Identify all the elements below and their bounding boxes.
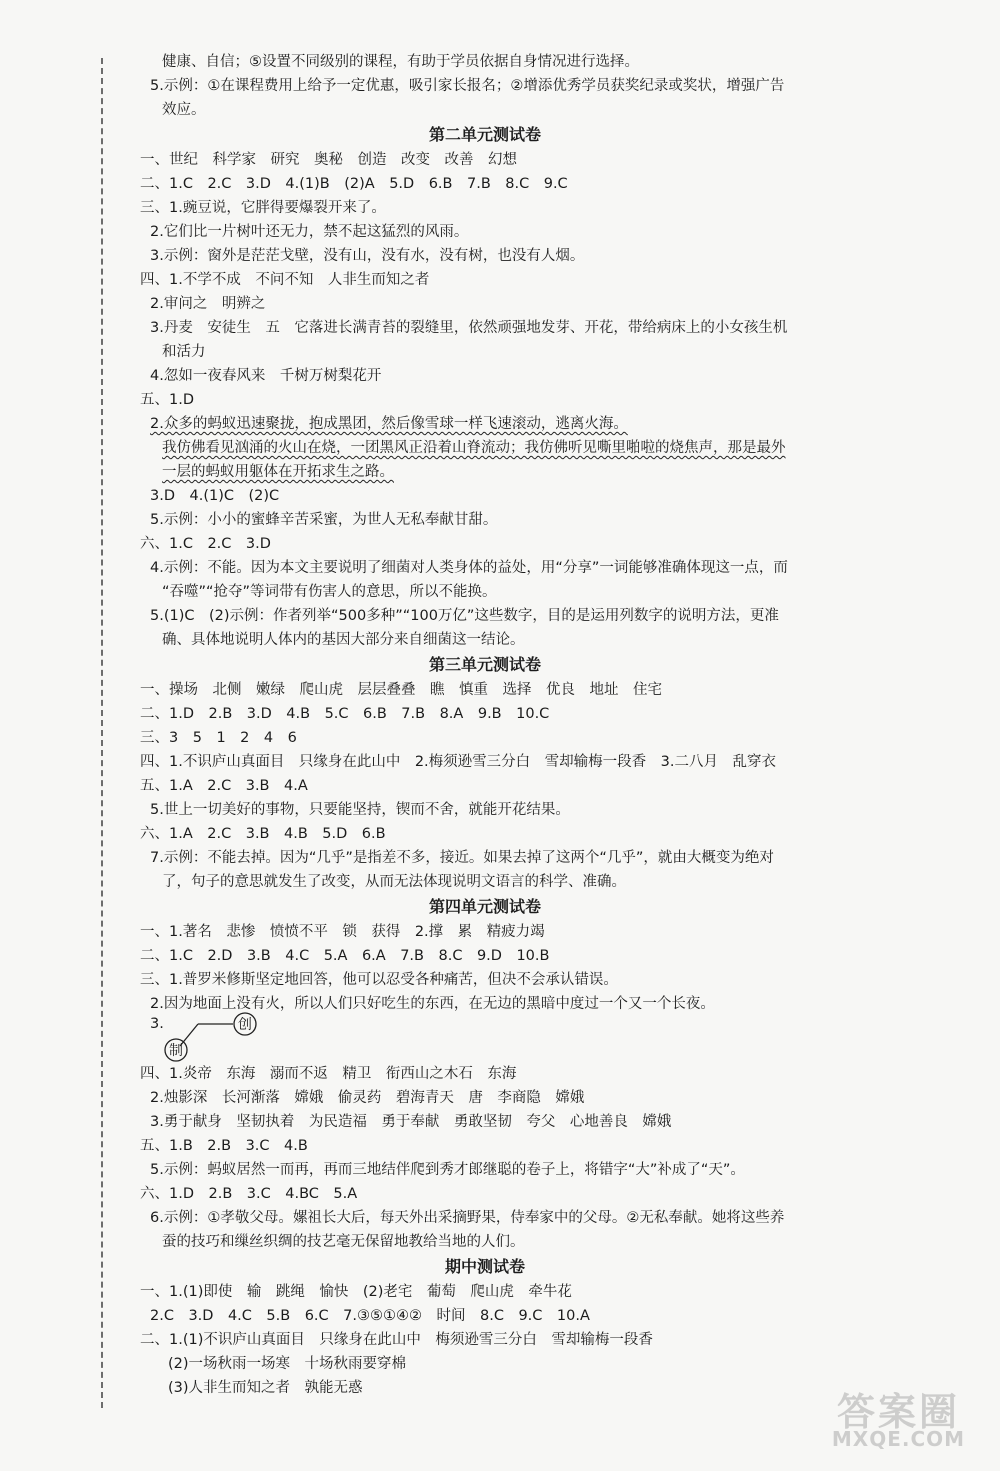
text-line: 7.示例：不能去掉。因为“几乎”是指差不多，接近。如果去掉了这两个“几乎”，就由大概变为绝对 <box>150 850 774 866</box>
text-line: 了，句子的意思就发生了改变，从而无法体现说明文语言的科学、准确。 <box>162 874 626 890</box>
text-line: 五、1.D <box>140 392 194 408</box>
wavy-underlined-text: 2.众多的蚂蚁迅速聚拢，抱成黑团，然后像雪球一样飞速滚动，逃离火海。 <box>150 416 628 432</box>
text-line: 一、操场 北侧 嫩绿 爬山虎 层层叠叠 瞧 慎重 选择 优良 地址 住宅 <box>140 682 662 698</box>
text-line: (2)一场秋雨一场寒 十场秋雨要穿棉 <box>168 1356 407 1372</box>
text-line: 2.审问之 明辨之 <box>150 296 266 312</box>
text-line <box>140 436 830 460</box>
unit3-title: 第三单元测试卷 <box>428 655 541 674</box>
midterm-title: 期中测试卷 <box>444 1257 525 1276</box>
diagram-number: 3. <box>150 1016 164 1032</box>
text-line: 3.D 4.(1)C (2)C <box>150 488 280 504</box>
text-line: 确、具体地说明人体内的基因大部分来自细菌这一结论。 <box>162 632 525 648</box>
text-line: 四、1.不识庐山真面目 只缘身在此山中 2.梅须逊雪三分白 雪却输梅一段香 3.二八月 乱穿衣 <box>140 754 776 770</box>
text-line: 三、1.普罗米修斯坚定地回答，他可以忍受各种痛苦，但决不会承认错误。 <box>140 972 618 988</box>
text-line: 一、1.(1)即使 输 跳绳 愉快 (2)老宅 葡萄 爬山虎 牵牛花 <box>140 1284 572 1300</box>
text-line: 二、1.D 2.B 3.D 4.B 5.C 6.B 7.B 8.A 9.B 10.C <box>140 706 550 722</box>
text-line: 六、1.D 2.B 3.C 4.BC 5.A <box>140 1186 358 1202</box>
text-line: 五、1.B 2.B 3.C 4.B <box>140 1138 308 1154</box>
text-line: 3.示例：窗外是茫茫戈壁，没有山，没有水，没有树，也没有人烟。 <box>150 248 585 264</box>
word-diagram <box>140 1016 830 1062</box>
text-line: 3.勇于献身 坚韧执着 为民造福 勇于奉献 勇敢坚韧 夸父 心地善良 嫦娥 <box>150 1114 672 1130</box>
unit2-title: 第二单元测试卷 <box>428 125 541 144</box>
wavy-underlined-text: 我仿佛看见汹涌的火山在烧，一团黑风正沿着山脊流动；我仿佛听见嘶里啪啦的烧焦声，那是最外 <box>162 440 786 456</box>
text-line: 3.丹麦 安徒生 五 它落进长满青苔的裂缝里，依然顽强地发芽、开花，带给病床上的小女孩生机 <box>150 320 788 336</box>
text-line: 5.示例：小小的蜜蜂辛苦采蜜，为世人无私奉献甘甜。 <box>150 512 498 528</box>
wavy-underlined-text: 一层的蚂蚁用躯体在开拓求生之路。 <box>162 464 394 480</box>
text-line: 四、1.不学不成 不问不知 人非生而知之者 <box>140 272 430 288</box>
text-line: 4.示例：不能。因为本文主要说明了细菌对人类身体的益处，用“分享”一词能够准确体现这一点，而 <box>150 560 788 576</box>
text-line <box>140 412 830 436</box>
text-line: 二、1.C 2.C 3.D 4.(1)B (2)A 5.D 6.B 7.B 8.C 9.C <box>140 176 568 192</box>
text-line: 2.C 3.D 4.C 5.B 6.C 7.③⑤①④② 时间 8.C 9.C 10.A <box>150 1308 590 1324</box>
text-line: 和活力 <box>162 344 206 360</box>
text-line: 2.因为地面上没有火，所以人们只好吃生的东西，在无边的黑暗中度过一个又一个长夜。 <box>150 996 715 1012</box>
circle-character-diagram <box>158 1012 268 1064</box>
text-line: 三、1.豌豆说，它胖得要爆裂开来了。 <box>140 200 386 216</box>
unit4-title: 第四单元测试卷 <box>428 897 541 916</box>
text-line: 5.世上一切美好的事物，只要能坚持，锲而不舍，就能开花结果。 <box>150 802 570 818</box>
text-line: 四、1.炎帝 东海 溺而不返 精卫 衔西山之木石 东海 <box>140 1066 517 1082</box>
text-line: 5.示例：蚂蚁居然一而再，再而三地结伴爬到秀才郎继聪的卷子上，将错字“大”补成了“天”。 <box>150 1162 745 1178</box>
text-line: 5.示例：①在课程费用上给予一定优惠，吸引家长报名；②增添优秀学员获奖纪录或奖状，增强广告 <box>150 78 785 94</box>
diagram-char-top: 创 <box>238 1017 252 1033</box>
text-line: “吞噬”“抢夺”等词带有伤害人的意思，所以不能换。 <box>162 584 497 600</box>
site-watermark <box>811 1381 986 1453</box>
text-line: (3)人非生而知之者 孰能无惑 <box>168 1380 363 1396</box>
watermark-logo-text: 答案圈 <box>836 1390 960 1434</box>
binding-dashed-line <box>101 58 103 1408</box>
text-line: 5.(1)C (2)示例：作者列举“500多种”“100万亿”这些数字，目的是运用列数字的说明方法，更准 <box>150 608 779 624</box>
watermark-url: MXQE.COM <box>831 1427 966 1451</box>
text-line: 二、1.C 2.D 3.B 4.C 5.A 6.A 7.B 8.C 9.D 10.B <box>140 948 550 964</box>
text-line: 二、1.(1)不识庐山真面目 只缘身在此山中 梅须逊雪三分白 雪却输梅一段香 <box>140 1332 653 1348</box>
text-line: 2.它们比一片树叶还无力，禁不起这猛烈的风雨。 <box>150 224 469 240</box>
text-line: 三、3 5 1 2 4 6 <box>140 730 297 746</box>
text-line: 效应。 <box>162 102 206 118</box>
text-line: 4.忽如一夜春风来 千树万树梨花开 <box>150 368 382 384</box>
text-line: 蚕的技巧和缫丝织绸的技艺毫无保留地教给当地的人们。 <box>162 1234 525 1250</box>
text-line: 健康、自信；⑤设置不同级别的课程，有助于学员依据自身情况进行选择。 <box>162 54 639 70</box>
text-line: 六、1.A 2.C 3.B 4.B 5.D 6.B <box>140 826 386 842</box>
text-line: 2.烛影深 长河渐落 嫦娥 偷灵药 碧海青天 唐 李商隐 嫦娥 <box>150 1090 585 1106</box>
diagram-char-bottom: 制 <box>169 1043 183 1059</box>
text-line <box>140 460 830 484</box>
text-line: 一、世纪 科学家 研究 奥秘 创造 改变 改善 幻想 <box>140 152 517 168</box>
text-line: 一、1.著名 悲惨 愤愤不平 锁 获得 2.撑 累 精疲力竭 <box>140 924 545 940</box>
text-line: 6.示例：①孝敬父母。嫘祖长大后，每天外出采摘野果，侍奉家中的父母。②无私奉献。她将这些养 <box>150 1210 785 1226</box>
text-line: 五、1.A 2.C 3.B 4.A <box>140 778 308 794</box>
text-line: 六、1.C 2.C 3.D <box>140 536 271 552</box>
answer-page <box>140 50 830 1400</box>
